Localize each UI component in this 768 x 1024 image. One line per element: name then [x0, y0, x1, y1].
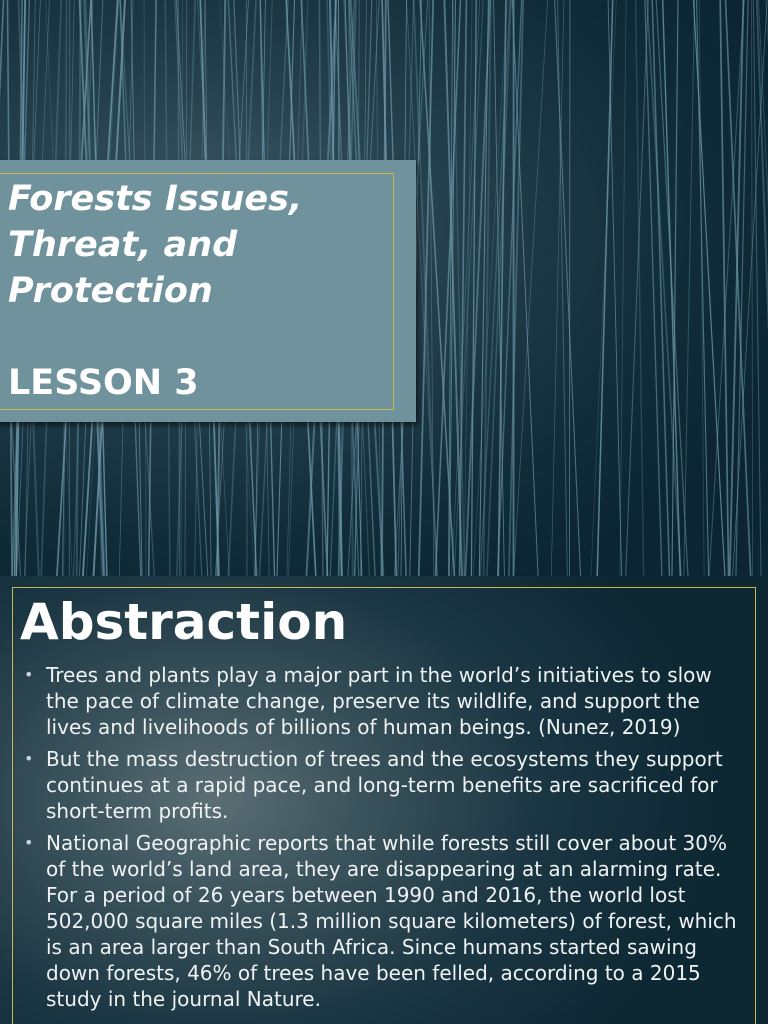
- decorative-line: [471, 0, 476, 576]
- decorative-line: [699, 0, 704, 576]
- decorative-line: [684, 0, 695, 576]
- bullet-icon: •: [24, 665, 34, 684]
- section-heading: Abstraction: [20, 593, 348, 651]
- title-box: [0, 160, 416, 422]
- bullet-text: National Geographic reports that while forests still cover about 30% of the world’s land area, they are disappearing at an alarming rate. For a period of 26 years between 1990 and 2016, the world lost 502,000 square miles (1.3 million square kilometers) of forest, which is an area larger than South Africa. Since humans started sawing down forests, 46% of trees have been felled, according to a 2015 study in the journal Nature.: [46, 831, 737, 1011]
- decorative-line: [555, 0, 581, 576]
- decorative-line: [591, 0, 616, 576]
- decorative-line: [730, 0, 744, 576]
- lesson-label: LESSON 3: [8, 363, 199, 403]
- decorative-line: [647, 0, 681, 576]
- bullet-item: [24, 830, 744, 1012]
- bullet-icon: •: [24, 749, 34, 768]
- bullet-list: [24, 662, 744, 1018]
- abstraction-slide: [0, 576, 768, 1024]
- decorative-line: [436, 0, 461, 576]
- decorative-line: [645, 0, 662, 576]
- decorative-line: [697, 0, 709, 576]
- decorative-line: [419, 0, 433, 576]
- decorative-line: [569, 0, 570, 576]
- bullet-item: [24, 746, 744, 824]
- bullet-text: But the mass destruction of trees and the ecosystems they support continues at a rapid pace, and long-term benefits are sacrificed for short-term profits.: [46, 747, 723, 823]
- decorative-line: [720, 0, 728, 576]
- decorative-line: [558, 0, 568, 576]
- bullet-icon: •: [24, 833, 34, 852]
- decorative-line: [498, 0, 522, 576]
- decorative-line: [597, 0, 613, 576]
- decorative-line: [514, 0, 548, 576]
- slide-title: Forests Issues, Threat, and Protection: [8, 179, 303, 311]
- decorative-line: [620, 0, 626, 576]
- decorative-line: [752, 0, 753, 576]
- bullet-item: [24, 662, 744, 740]
- bullet-text: Trees and plants play a major part in the world’s initiatives to slow the pace of climate change, preserve its wildlife, and support the lives and livelihoods of billions of human beings. (Nunez, 2019): [46, 663, 712, 739]
